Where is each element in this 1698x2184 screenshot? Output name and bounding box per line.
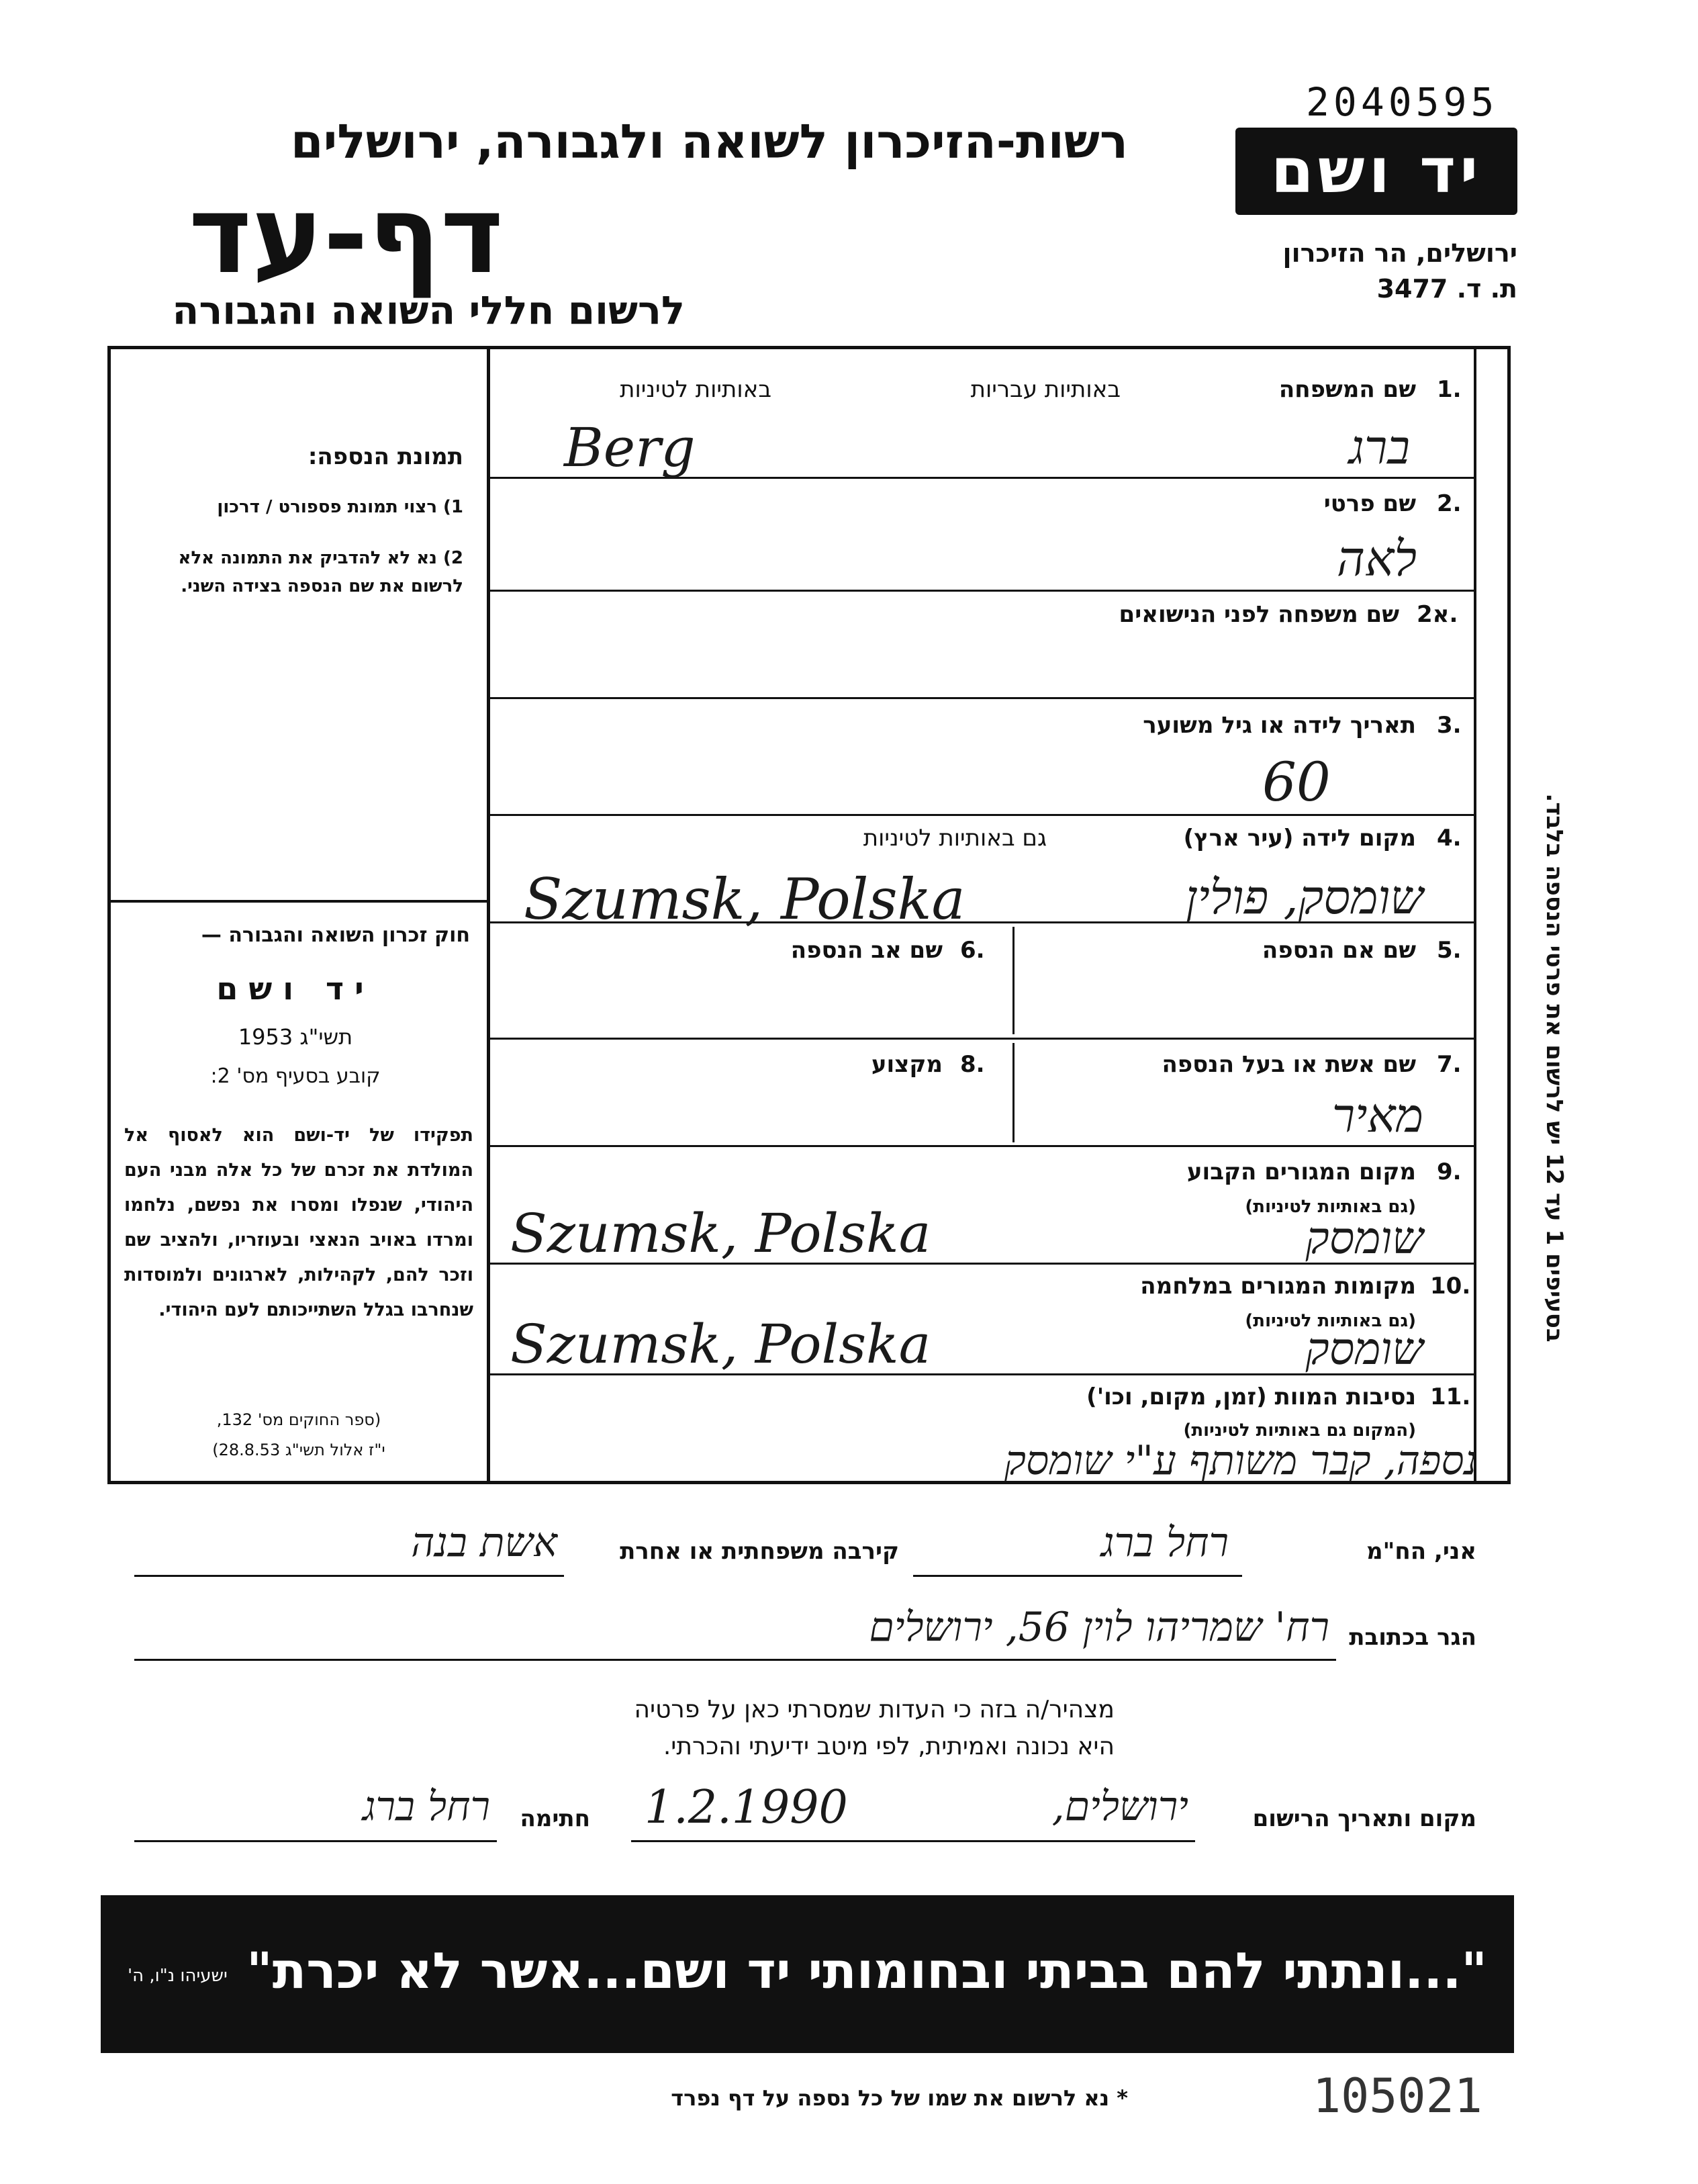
field-4-label: מקום לידה (עיר ארץ) xyxy=(1183,825,1416,852)
law-name: יד ושם xyxy=(216,970,375,1007)
institution-name: רשות-הזיכרון לשואה ולגבורה, ירושלים xyxy=(290,114,1128,169)
relation-line xyxy=(134,1575,564,1577)
banner-source: ישעיהו נ"ו, ה' xyxy=(128,1966,228,1986)
field-11-label: נסיבות המוות (זמן, מקום, וכו') xyxy=(1086,1383,1416,1410)
declarant-label: אני, הח"מ xyxy=(1366,1538,1476,1565)
column-divider xyxy=(1012,1043,1015,1142)
place-date-label: מקום ותאריך הרישום xyxy=(1252,1805,1476,1832)
photo-note-2: 2) נא לא להדביק את התמונה אלא לרשום את שם הנספה בצידה השני. xyxy=(178,548,463,596)
logo-text: יד ושם xyxy=(1270,135,1482,207)
field-2-label: שם פרטי xyxy=(1323,490,1416,517)
row-line xyxy=(487,1145,1474,1147)
signature-value[interactable]: רחל ברג xyxy=(362,1783,490,1830)
declarant-line xyxy=(913,1575,1242,1577)
field-9-value-latin[interactable]: Szumsk, Polska xyxy=(510,1202,931,1265)
signature-line xyxy=(134,1840,497,1842)
page-number: 105021 xyxy=(1313,2068,1482,2124)
field-3-label: תאריך לידה או גיל משוער xyxy=(1143,712,1416,739)
right-column-edge xyxy=(1474,346,1476,1484)
address-line-1: ירושלים, הר הזיכרון xyxy=(1282,238,1517,268)
banner-quote: "...ונתתי להם בביתי ובחומותי יד ושם...אשר לא יכרת" xyxy=(246,1942,1487,2000)
law-year-row xyxy=(121,1024,470,1050)
law-reference-1: (ספר החוקים מס' 132, xyxy=(216,1410,381,1429)
relation-value[interactable]: אשת בנה xyxy=(411,1519,557,1566)
field-1-latin-column: באותיות לטיניות xyxy=(620,376,771,403)
date-value[interactable]: 1.2.1990 xyxy=(645,1781,848,1834)
field-3-value[interactable]: 60 xyxy=(1262,751,1331,813)
field-2-value-hebrew[interactable]: לאה xyxy=(1336,531,1417,587)
field-4-latin-column: גם באותיות לטיניות xyxy=(863,825,1047,852)
law-year-hebrew: תשי"ג xyxy=(299,1024,353,1050)
left-panel-split xyxy=(107,900,490,903)
photo-title: תמונת הנספה: xyxy=(308,443,463,470)
address-line xyxy=(134,1659,1336,1661)
page-title: דף-עד xyxy=(188,172,504,298)
yad-vashem-logo xyxy=(1235,128,1517,215)
statement-line-2: היא נכונה ואמיתית, לפי מיטב ידיעתי והכרתי. xyxy=(663,1733,1115,1760)
field-1-value-hebrew[interactable]: ברג xyxy=(1348,420,1410,475)
footer-note: * נא לרשום את שמו של כל נספה על דף נפרד xyxy=(671,2085,1128,2111)
place-date-line xyxy=(631,1840,1195,1842)
field-9-sub: (גם באותיות לטיניות) xyxy=(1245,1197,1416,1217)
law-clause: קובע בסעיף מס' 2: xyxy=(210,1064,381,1088)
photo-note-1: 1) רצוי תמונת פספורט / דרכון xyxy=(217,497,463,517)
field-6-number: 6. xyxy=(960,937,985,964)
field-1-value-latin[interactable]: Berg xyxy=(564,416,696,479)
field-5-label: שם אם הנספה xyxy=(1262,937,1416,964)
page-subtitle: לרשום חללי השואה והגבורה xyxy=(172,287,685,333)
column-divider xyxy=(1012,927,1015,1034)
field-7-value[interactable]: מאיר xyxy=(1331,1088,1423,1143)
field-2a-number: 2א. xyxy=(1417,601,1458,628)
field-9-label: מקום המגורים הקבוע xyxy=(1186,1158,1416,1185)
signature-label: חתימה xyxy=(520,1805,590,1832)
field-6-label: שם אב הנספה xyxy=(790,937,943,964)
field-4-value-hebrew[interactable]: שומסק, פולין xyxy=(1185,870,1423,925)
field-11-sub: (המקום גם באותיות לטיניות) xyxy=(1183,1420,1416,1441)
field-1-number: 1. xyxy=(1437,376,1462,403)
field-5-number: 5. xyxy=(1437,937,1462,964)
field-11-number: 11. xyxy=(1430,1383,1471,1410)
law-year: 1953 xyxy=(238,1024,293,1050)
row-line xyxy=(487,814,1474,816)
field-2a-label: שם משפחה לפני הנישואים xyxy=(1119,601,1399,628)
declarant-value[interactable]: רחל ברג xyxy=(1100,1519,1229,1566)
field-4-value-latin[interactable]: Szumsk, Polska xyxy=(524,866,965,932)
field-4-number: 4. xyxy=(1437,825,1462,852)
doc-number: 2040595 xyxy=(1306,79,1499,125)
side-note: בסעיפים 1 עד 12 יש לרשום את פרטי הנספה בלבד. xyxy=(1541,793,1568,1343)
field-7-number: 7. xyxy=(1437,1051,1462,1078)
field-10-sub: (גם באותיות לטיניות) xyxy=(1245,1311,1416,1331)
field-9-number: 9. xyxy=(1437,1158,1462,1185)
row-line xyxy=(487,697,1474,699)
field-2-number: 2. xyxy=(1437,490,1462,517)
field-1-hebrew-column: באותיות עבריות xyxy=(970,376,1121,403)
law-text: תפקידו של יד-ושם הוא לאסוף אל המולדת את זכרם של כל אלה מבני העם היהודי, שנפלו ומסרו את נפשם, נלחמו ומרדו באויב הנאצי ובעוזריו, ולהציב שם וזכר להם, לקהילות, לארגונים ולמוסדות שנחרבו בגלל השתייכותם לעם היהודי. xyxy=(124,1125,473,1320)
field-11-value[interactable]: נספה, קבר משותף ע"י שומסק xyxy=(1004,1437,1477,1484)
field-1-label: שם המשפחה xyxy=(1278,376,1416,403)
address-label: הגר בכתובת xyxy=(1349,1624,1476,1651)
left-panel-divider xyxy=(487,346,490,1484)
field-8-label: מקצוע xyxy=(871,1051,943,1078)
field-7-label: שם אשת או בעל הנספה xyxy=(1162,1051,1416,1078)
field-3-number: 3. xyxy=(1437,712,1462,739)
row-line xyxy=(487,590,1474,592)
address-value[interactable]: רח' שמריהו לוין 56, ירושלים xyxy=(869,1604,1329,1651)
field-10-value-latin[interactable]: Szumsk, Polska xyxy=(510,1313,931,1375)
field-10-number: 10. xyxy=(1430,1273,1471,1300)
quote-banner xyxy=(101,1895,1514,2053)
law-reference-2: י"ז אלול תשי"ג 28.8.53) xyxy=(212,1441,385,1459)
field-9-value-hebrew[interactable]: שומסק xyxy=(1305,1212,1423,1264)
field-8-number: 8. xyxy=(960,1051,985,1078)
address-line-2: ת. ד. 3477 xyxy=(1376,274,1517,304)
row-line xyxy=(487,1038,1474,1040)
field-10-label: מקומות המגורים במלחמה xyxy=(1140,1273,1416,1300)
law-title: חוק זכרון השואה והגבורה — xyxy=(201,923,470,947)
place-value[interactable]: ירושלים, xyxy=(1051,1783,1188,1830)
statement-line-1: מצהיר/ה בזה כי העדות שמסרתי כאן על פרטיה xyxy=(634,1696,1115,1723)
field-10-value-hebrew[interactable]: שומסק xyxy=(1305,1323,1423,1375)
relation-label: קירבה משפחתית או אחרת xyxy=(620,1538,899,1565)
